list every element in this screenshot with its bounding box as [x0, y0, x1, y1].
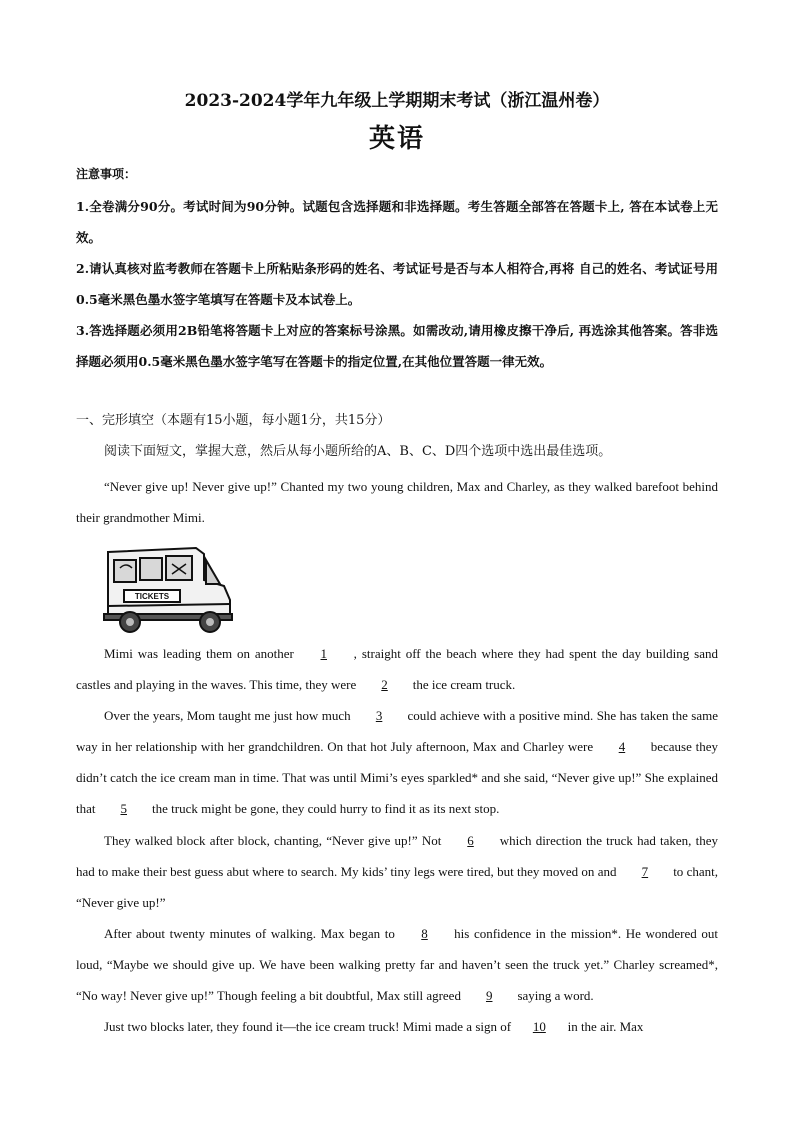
blank-8: 8	[421, 926, 428, 941]
blank-7: 7	[641, 864, 649, 879]
text-span: could achieve with a positive mind. She has taken the same way in her relationship with her grandchildren. On that hot July afternoon, Max and Charley were	[76, 708, 719, 754]
text-span: , straight off the beach where they had spent the day building sand castles and playing in the waves. This time, they were	[76, 646, 719, 692]
subject-title: 英语	[368, 124, 425, 154]
text-span: the ice cream truck.	[412, 677, 516, 692]
blank-9: 9	[485, 988, 493, 1003]
notes-heading: 注意事项：	[76, 167, 137, 181]
blank-2: 2	[381, 677, 388, 692]
passage-paragraph-4	[76, 825, 718, 918]
passage-paragraph-3	[76, 700, 718, 824]
note-item-3: 3.答选择题必须用2B铅笔将答题卡上对应的答案标号涂黑。如需改动,请用橡皮擦干净后, 再选涂其他答案。答非选择题必须用0.5毫米黑色墨水签字笔写在答题卡的指定位置,在其他位置答题一律无效。	[76, 323, 718, 369]
text-span: They walked block after block, chanting, “Never give up!” Not	[104, 833, 442, 848]
passage-paragraph-1: “Never give up! Never give up!” Chanted my two young children, Max and Charley, as they walked barefoot behind their grandmother Mimi.	[76, 479, 718, 525]
text-span: Just two blocks later, they found it—the ice cream truck! Mimi made a sign of	[104, 1019, 512, 1034]
note-item-2: 2.请认真核对监考教师在答题卡上所粘贴条形码的姓名、考试证号是否与本人相符合,再将 自己的姓名、考试证号用0.5毫米黑色墨水签字笔填写在答题卡及本试卷上。	[76, 261, 718, 307]
text-span: his confidence in the mission*. He wondered out loud, “Maybe we should give up. We have been walking pretty far and haven’t seen the truck yet.” Charley screamed*, “No way! Never give up!” Though feeling a bit doubtful, Max still agreed	[76, 926, 719, 1003]
truck-sign: TICKETS	[134, 592, 170, 601]
text-span: which direction the truck had taken, they had to make their best guess abut where to search. My kids’ tiny legs were tired, but they moved on and	[76, 833, 719, 879]
text-span: because they didn’t catch the ice cream man in time. That was until Mimi’s eyes sparkled* and she said, “Never give up!” She explained that	[76, 739, 719, 816]
section-instruction: 阅读下面短文，掌握大意，然后从每小题所给的A、B、C、D四个选项中选出最佳选项。	[104, 444, 612, 459]
text-span: Over the years, Mom taught me just how much	[104, 708, 351, 723]
blank-4: 4	[618, 739, 626, 754]
text-span: the truck might be gone, they could hurry to find it as its next stop.	[152, 801, 500, 816]
blank-5: 5	[120, 801, 127, 816]
text-span: saying a word.	[517, 988, 594, 1003]
passage-paragraph-6	[76, 1011, 718, 1042]
passage-paragraph-2	[76, 638, 718, 700]
blank-1: 1	[320, 646, 328, 661]
text-span: in the air. Max	[567, 1019, 644, 1034]
section-heading: 一、完形填空（本题有15小题，每小题1分，共15分）	[76, 413, 391, 428]
blank-10: 10	[532, 1019, 546, 1034]
passage-paragraph-5	[76, 918, 718, 1011]
blank-3: 3	[375, 708, 383, 723]
text-span: to chant, “Never give up!”	[76, 864, 719, 910]
text-span: Mimi was leading them on another	[104, 646, 294, 661]
blank-6: 6	[467, 833, 474, 848]
note-item-1: 1.全卷满分90分。考试时间为90分钟。试题包含选择题和非选择题。考生答题全部答在答题卡上, 答在本试卷上无效。	[76, 199, 718, 245]
ice-cream-truck-illustration	[100, 540, 236, 636]
text-span: After about twenty minutes of walking. Max began to	[104, 926, 395, 941]
exam-title: 2023-2024学年九年级上学期期末考试（浙江温州卷）	[184, 91, 610, 111]
